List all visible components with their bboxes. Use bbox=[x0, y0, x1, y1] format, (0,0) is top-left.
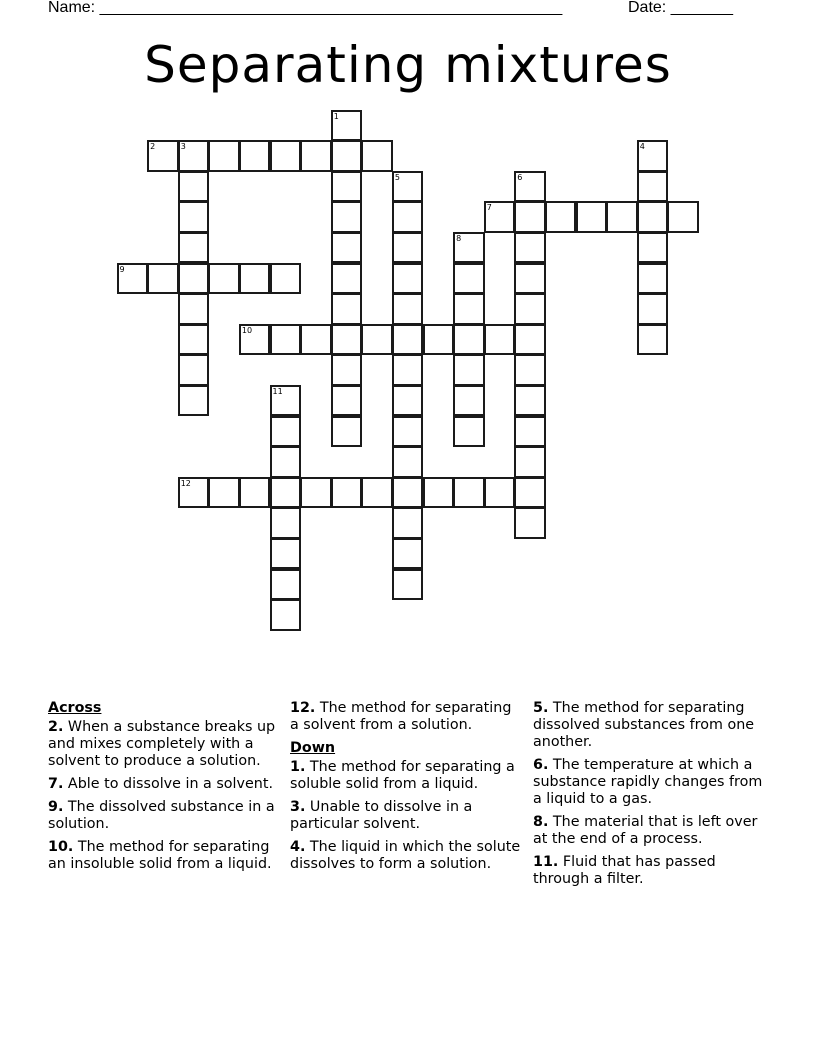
crossword-cell[interactable] bbox=[239, 263, 271, 295]
clue-text: The dissolved substance in a solution. bbox=[48, 799, 275, 832]
crossword-cell[interactable] bbox=[392, 232, 424, 264]
clue-across-7 bbox=[48, 776, 280, 793]
clue-text: The liquid in which the solute dissolves to form a solution. bbox=[290, 839, 521, 872]
crossword-cell[interactable] bbox=[545, 201, 577, 233]
crossword-cell[interactable] bbox=[270, 538, 302, 570]
crossword-cell[interactable] bbox=[514, 416, 546, 448]
crossword-cell[interactable] bbox=[270, 263, 302, 295]
crossword-cell[interactable] bbox=[392, 293, 424, 325]
cell-number: 12 bbox=[180, 478, 191, 488]
clue-text: The material that is left over at the end of a process. bbox=[533, 814, 758, 847]
crossword-cell[interactable] bbox=[453, 416, 485, 448]
crossword-cell[interactable] bbox=[270, 507, 302, 539]
crossword-cell[interactable] bbox=[117, 263, 149, 295]
clue-number: 3. bbox=[290, 799, 306, 815]
crossword-cell[interactable] bbox=[514, 446, 546, 478]
crossword-cell[interactable] bbox=[453, 385, 485, 417]
clue-number: 7. bbox=[48, 776, 64, 792]
crossword-cell[interactable] bbox=[331, 477, 363, 509]
crossword-cell[interactable] bbox=[361, 140, 393, 172]
cell-number: 9 bbox=[119, 264, 125, 274]
crossword-cell[interactable] bbox=[637, 263, 669, 295]
crossword-cell[interactable] bbox=[606, 201, 638, 233]
clue-down-3 bbox=[290, 799, 522, 833]
cell-number: 6 bbox=[517, 172, 523, 182]
clue-across-10 bbox=[48, 839, 280, 873]
date-field-label[interactable]: Date: _______ bbox=[628, 0, 733, 16]
clue-number: 12. bbox=[290, 700, 316, 716]
clue-down-11 bbox=[533, 854, 765, 888]
clue-across-2 bbox=[48, 719, 280, 770]
crossword-cell[interactable] bbox=[331, 385, 363, 417]
crossword-cell[interactable] bbox=[637, 201, 669, 233]
crossword-cell[interactable] bbox=[514, 477, 546, 509]
crossword-cell[interactable] bbox=[392, 201, 424, 233]
crossword-cell[interactable] bbox=[178, 140, 210, 172]
across-heading: Across bbox=[48, 700, 102, 716]
clues-column-2 bbox=[290, 700, 522, 879]
crossword-cell[interactable] bbox=[147, 140, 179, 172]
clue-number: 5. bbox=[533, 700, 549, 716]
crossword-cell[interactable] bbox=[514, 385, 546, 417]
clue-number: 9. bbox=[48, 799, 64, 815]
clue-text: Unable to dissolve in a particular solvent. bbox=[290, 799, 473, 832]
crossword-cell[interactable] bbox=[453, 354, 485, 386]
clue-number: 6. bbox=[533, 757, 549, 773]
clue-text: The method for separating dissolved substances from one another. bbox=[533, 700, 755, 750]
crossword-cell[interactable] bbox=[484, 324, 516, 356]
crossword-cell[interactable] bbox=[331, 140, 363, 172]
crossword-cell[interactable] bbox=[484, 201, 516, 233]
cell-number: 11 bbox=[272, 386, 283, 396]
crossword-cell[interactable] bbox=[178, 171, 210, 203]
crossword-cell[interactable] bbox=[270, 385, 302, 417]
crossword-cell[interactable] bbox=[453, 293, 485, 325]
clue-text: The temperature at which a substance rapidly changes from a liquid to a gas. bbox=[533, 757, 763, 807]
clue-number: 8. bbox=[533, 814, 549, 830]
cell-number: 3 bbox=[180, 142, 186, 152]
crossword-cell[interactable] bbox=[453, 263, 485, 295]
crossword-cell[interactable] bbox=[300, 477, 332, 509]
crossword-cell[interactable] bbox=[423, 477, 455, 509]
crossword-cell[interactable] bbox=[514, 324, 546, 356]
crossword-cell[interactable] bbox=[637, 324, 669, 356]
crossword-cell[interactable] bbox=[637, 293, 669, 325]
crossword-cell[interactable] bbox=[270, 599, 302, 631]
clue-across-9 bbox=[48, 799, 280, 833]
clue-text: The method for separating a solvent from a solution. bbox=[290, 700, 512, 733]
down-heading: Down bbox=[290, 740, 336, 756]
crossword-cell[interactable] bbox=[392, 446, 424, 478]
crossword-cell[interactable] bbox=[392, 569, 424, 601]
crossword-cell[interactable] bbox=[270, 446, 302, 478]
crossword-cell[interactable] bbox=[331, 201, 363, 233]
clue-number: 4. bbox=[290, 839, 306, 855]
crossword-cell[interactable] bbox=[453, 324, 485, 356]
name-field-label[interactable]: Name: ____________________________________________________ bbox=[48, 0, 563, 16]
clue-down-4 bbox=[290, 839, 522, 873]
clue-down-5 bbox=[533, 700, 765, 751]
crossword-cell[interactable] bbox=[178, 354, 210, 386]
crossword-cell[interactable] bbox=[637, 232, 669, 264]
crossword-cell[interactable] bbox=[239, 324, 271, 356]
crossword-cell[interactable] bbox=[453, 232, 485, 264]
crossword-cell[interactable] bbox=[331, 293, 363, 325]
crossword-cell[interactable] bbox=[300, 140, 332, 172]
crossword-cell[interactable] bbox=[637, 171, 669, 203]
crossword-cell[interactable] bbox=[331, 416, 363, 448]
crossword-cell[interactable] bbox=[667, 201, 699, 233]
clue-number: 10. bbox=[48, 839, 74, 855]
crossword-cell[interactable] bbox=[270, 324, 302, 356]
crossword-cell[interactable] bbox=[514, 171, 546, 203]
crossword-cell[interactable] bbox=[392, 171, 424, 203]
crossword-cell[interactable] bbox=[178, 293, 210, 325]
crossword-cell[interactable] bbox=[331, 354, 363, 386]
page-title: Separating mixtures bbox=[144, 36, 672, 94]
crossword-cell[interactable] bbox=[514, 263, 546, 295]
crossword-cell[interactable] bbox=[270, 569, 302, 601]
crossword-cell[interactable] bbox=[514, 354, 546, 386]
crossword-cell[interactable] bbox=[392, 507, 424, 539]
clue-number: 2. bbox=[48, 719, 64, 735]
clue-down-1 bbox=[290, 759, 522, 793]
crossword-cell[interactable] bbox=[147, 263, 179, 295]
clue-across-12 bbox=[290, 700, 522, 734]
clue-text: The method for separating a soluble solid from a liquid. bbox=[290, 759, 515, 792]
crossword-cell[interactable] bbox=[331, 324, 363, 356]
crossword-cell[interactable] bbox=[300, 324, 332, 356]
crossword-cell[interactable] bbox=[178, 385, 210, 417]
crossword-cell[interactable] bbox=[331, 171, 363, 203]
crossword-cell[interactable] bbox=[484, 477, 516, 509]
crossword-cell[interactable] bbox=[392, 416, 424, 448]
crossword-cell[interactable] bbox=[514, 232, 546, 264]
crossword-cell[interactable] bbox=[514, 201, 546, 233]
crossword-cell[interactable] bbox=[270, 140, 302, 172]
crossword-cell[interactable] bbox=[392, 385, 424, 417]
clue-text: Fluid that has passed through a filter. bbox=[533, 854, 716, 887]
cell-number: 8 bbox=[456, 233, 462, 243]
crossword-cell[interactable] bbox=[361, 324, 393, 356]
crossword-cell[interactable] bbox=[331, 232, 363, 264]
crossword-cell[interactable] bbox=[239, 140, 271, 172]
crossword-cell[interactable] bbox=[392, 477, 424, 509]
crossword-cell[interactable] bbox=[178, 263, 210, 295]
cell-number: 1 bbox=[333, 111, 339, 121]
clue-text: When a substance breaks up and mixes completely with a solvent to produce a solution. bbox=[48, 719, 276, 769]
crossword-cell[interactable] bbox=[361, 477, 393, 509]
crossword-cell[interactable] bbox=[331, 263, 363, 295]
crossword-cell[interactable] bbox=[208, 263, 240, 295]
clues-column-1 bbox=[48, 700, 280, 879]
crossword-cell[interactable] bbox=[270, 416, 302, 448]
cell-number: 10 bbox=[241, 325, 253, 335]
clue-down-8 bbox=[533, 814, 765, 848]
crossword-cell[interactable] bbox=[514, 293, 546, 325]
crossword-cell[interactable] bbox=[178, 477, 210, 509]
clue-number: 1. bbox=[290, 759, 306, 775]
crossword-cell[interactable] bbox=[392, 354, 424, 386]
cell-number: 2 bbox=[150, 142, 156, 152]
cell-number: 7 bbox=[486, 203, 492, 213]
crossword-cell[interactable] bbox=[637, 140, 669, 172]
clue-down-6 bbox=[533, 757, 765, 808]
clue-number: 11. bbox=[533, 854, 559, 870]
crossword-cell[interactable] bbox=[178, 232, 210, 264]
cell-number: 5 bbox=[394, 172, 400, 182]
crossword-cell[interactable] bbox=[331, 110, 363, 142]
crossword-cell[interactable] bbox=[270, 477, 302, 509]
crossword-cell[interactable] bbox=[178, 201, 210, 233]
crossword-cell[interactable] bbox=[453, 477, 485, 509]
crossword-cell[interactable] bbox=[208, 477, 240, 509]
crossword-cell[interactable] bbox=[392, 324, 424, 356]
clue-text: The method for separating an insoluble solid from a liquid. bbox=[48, 839, 272, 872]
clues-column-3 bbox=[533, 700, 765, 894]
crossword-cell[interactable] bbox=[392, 538, 424, 570]
clue-text: Able to dissolve in a solvent. bbox=[63, 776, 273, 792]
crossword-cell[interactable] bbox=[514, 507, 546, 539]
crossword-cell[interactable] bbox=[208, 140, 240, 172]
cell-number: 4 bbox=[639, 142, 645, 152]
crossword-cell[interactable] bbox=[392, 263, 424, 295]
crossword-cell[interactable] bbox=[239, 477, 271, 509]
crossword-cell[interactable] bbox=[576, 201, 608, 233]
crossword-cell[interactable] bbox=[178, 324, 210, 356]
crossword-cell[interactable] bbox=[423, 324, 455, 356]
